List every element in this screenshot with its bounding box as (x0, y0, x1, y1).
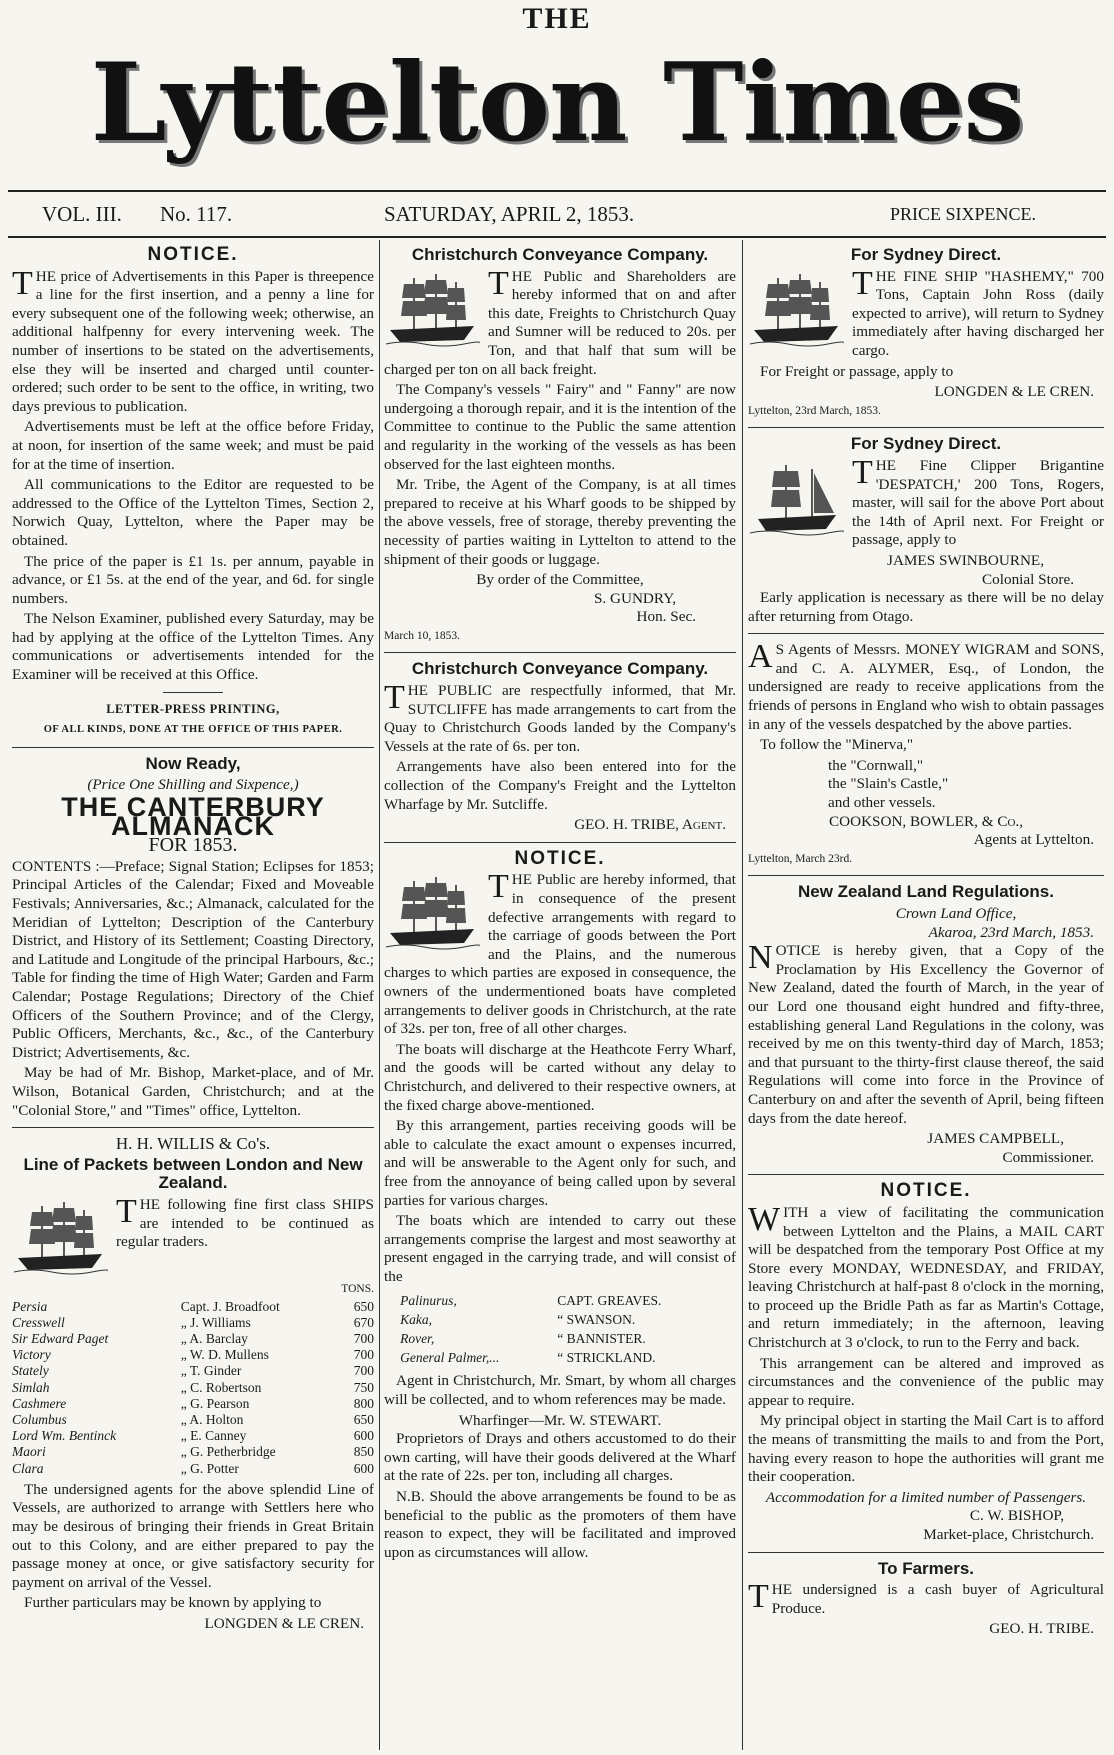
issue-number: No. 117. (160, 202, 233, 226)
ship-name: Sir Edward Paget (12, 1330, 109, 1346)
notice-heading: NOTICE. (514, 847, 606, 869)
ship-illustration (384, 873, 480, 953)
ship-name: Clara (12, 1460, 44, 1476)
boat-captain: CAPT. GREAVES. (557, 1293, 662, 1309)
ship-captain: „ W. D. Mullens (180, 1347, 269, 1363)
masthead-rule-bottom (8, 236, 1106, 238)
willis-text: Further particulars may be known by applying to (24, 1594, 322, 1612)
notice-text: All communications to the Editor are requested to be addressed to the Office of the Lyttelton Times, Section 2, Norwich Quay, Lyttelton, where the Paper may be obtained. (12, 476, 374, 549)
willis-intro: THE following fine first class SHIPS are intended to be continued as regular traders. (116, 1192, 374, 1251)
ship-name: Maori (12, 1444, 46, 1460)
ship-tons: 850 (353, 1444, 374, 1460)
boat-row (400, 1349, 720, 1366)
boats-table (398, 1290, 722, 1368)
printing-heading: LETTER-PRESS PRINTING, (106, 701, 280, 716)
mail-heading: NOTICE. (880, 1180, 972, 1202)
sailing-ship-icon (748, 270, 844, 350)
divider (384, 842, 736, 843)
ship-captain: „ G. Potter (180, 1460, 239, 1476)
land-heading: New Zealand Land Regulations. (798, 882, 1054, 902)
ship-tons: 600 (353, 1460, 374, 1476)
mail-signature: C. W. BISHOP, (969, 1507, 1064, 1525)
volume: VOL. III. (42, 202, 122, 226)
sydney-date: Lyttelton, 23rd March, 1853. (748, 404, 881, 417)
ship-tons: 650 (353, 1298, 374, 1314)
willis-text: The undersigned agents for the above splendid Line of Vessels, are authorized to arrange with Settlers here who may be desirous of bringing their friends in Great Britain out to this Colony, and are either prepared to pay the passage money at once, or give satisfactory security for payment on arrival of the Vessel. (12, 1480, 374, 1591)
sailing-ship-icon (12, 1198, 108, 1278)
ship-name: Cashmere (12, 1395, 67, 1411)
mail-signature-place: Market-place, Christchurch. (923, 1526, 1094, 1543)
land-place-date: Akaroa, 23rd March, 1853. (928, 923, 1094, 941)
willis-heading: Line of Packets between London and New Zealand. (23, 1154, 363, 1193)
notice-text: N.B. Should the above arrangements be found to be as beneficial to the public as the promoters of them have reason to expect, they will be facilitated and improved upon as circumstances will allow. (384, 1488, 736, 1561)
ship-captain: Capt. J. Broadfoot (180, 1298, 280, 1314)
price: PRICE SIXPENCE. (890, 204, 1037, 224)
issue-date: SATURDAY, APRIL 2, 1853. (384, 202, 635, 226)
masthead-title: Lyttelton Times (90, 40, 1024, 166)
notice-text: THE Public are hereby informed, that in consequence of the present defective arrangements with regard to the carriage of goods between the Port and the Plains, and the numerous charges to which parties are exposed in consequence, the owners of the undermentioned boats have completed arrangements to deliver goods in Christchurch, at the rate of 32s. per ton, free of all other charges. (384, 868, 736, 1038)
land-signature-title: Commissioner. (1002, 1148, 1094, 1166)
sydney-heading: For Sydney Direct. (850, 245, 1002, 264)
mail-accommodation: Accommodation for a limited number of Passengers. (765, 1488, 1087, 1506)
agents-date: Lyttelton, March 23rd. (748, 852, 853, 865)
mail-text: My principal object in starting the Mail Cart is to afford the means of transmitting the mails to and from the Port, having every reason to hope the authorities will grant me their cooperation. (748, 1412, 1104, 1486)
conveyance-order: By order of the Committee, (476, 571, 644, 589)
sydney-text: THE Fine Clipper Brigantine 'DESPATCH,' 200 Tons, Rogers, master, will sail for the above Port about the 14th of April next. For Freight or passage, apply to (852, 453, 1104, 549)
ship-tons: 600 (353, 1428, 374, 1444)
printing-subheading: OF ALL KINDS, DONE AT THE OFFICE OF THIS PAPER. (43, 724, 343, 736)
sailing-ship-icon (384, 270, 480, 350)
masthead-rule-top (8, 190, 1106, 192)
column-3 (748, 244, 1104, 1749)
notice-text: By this arrangement, parties receiving goods will be able to calculate the exact amount o expenses incurred, and will be answerable to the Agent only for such, and free from the annoyance of being called upon by several parties for various charges. (384, 1117, 736, 1209)
ship-captain: „ E. Canney (180, 1428, 247, 1444)
conveyance-heading: Christchurch Conveyance Company. (411, 659, 709, 679)
masthead-the: THE (522, 2, 592, 35)
almanack-where: May be had of Mr. Bishop, Market-place, and of Mr. Wilson, Botanical Garden, Christchurch; and at the "Colonial Store," and "Times" office, Lyttelton. (12, 1064, 374, 1119)
agents-ship: the "Cornwall," (828, 756, 924, 774)
ship-row (12, 1299, 374, 1315)
boat-row (400, 1311, 720, 1328)
ship-tons: 700 (353, 1363, 374, 1379)
mail-text: This arrangement can be altered and improved as circumstances and the convenience of the public may appear to require. (748, 1354, 1104, 1409)
ship-illustration (12, 1198, 108, 1278)
ship-captain: „ A. Holton (180, 1411, 244, 1427)
ship-name: Cresswell (12, 1314, 65, 1330)
sydney-text: THE FINE SHIP "HASHEMY," 700 Tons, Captain John Ross (daily expected to arrive), will return to Sydney immediately after having discharged her cargo. (852, 264, 1104, 359)
ship-captain: „ J. Williams (180, 1314, 251, 1330)
notice-text: Advertisements must be left at the office before Friday, at noon, for insertion of the same week; and must be paid for at the time of insertion. (12, 418, 374, 473)
divider (12, 747, 374, 748)
boat-name: Kaka, (400, 1312, 432, 1328)
conveyance-signature-title: Hon. Sec. (636, 608, 696, 626)
divider (163, 692, 223, 693)
conveyance-signature: GEO. H. TRIBE, Agent. (574, 816, 726, 834)
agents-signature: COOKSON, BOWLER, & Co., (829, 812, 1023, 830)
divider (748, 633, 1104, 634)
ship-row (12, 1396, 374, 1412)
farmers-heading: To Farmers. (877, 1558, 975, 1578)
ship-illustration (384, 270, 480, 350)
sailing-ship-icon (384, 873, 480, 953)
ship-row (12, 1412, 374, 1428)
ship-captain: „ G. Petherbridge (180, 1444, 276, 1460)
conveyance-text: THE Public and Shareholders are hereby informed that on and after this date, Freights to Christchurch Quay and Sumner will be reduced to 20s. per Ton, and that half that sum will be charged per ton on all back freight. (384, 264, 736, 378)
willis-signature: LONGDEN & LE CREN. (204, 1614, 364, 1632)
notice-heading: NOTICE. (147, 244, 239, 265)
conveyance-date: March 10, 1853. (384, 629, 461, 642)
sailing-ship-icon (748, 459, 844, 539)
conveyance-text: Mr. Tribe, the Agent of the Company, is at all times prepared to receive at his Wharf goods to be shipped by the above vessels, free of storage, thereby preventing the necessity of parties waiting in Lyttelton to attend to the shipment of their goods or luggage. (384, 476, 736, 568)
ship-row (12, 1363, 374, 1379)
ship-captain: „ A. Barclay (180, 1330, 248, 1346)
divider (748, 1174, 1104, 1175)
ship-name: Lord Wm. Bentinck (12, 1428, 117, 1444)
ship-captain: „ G. Pearson (180, 1395, 250, 1411)
boat-name: General Palmer,... (400, 1350, 500, 1366)
sydney-text: Early application is necessary as there will be no delay after returning from Otago. (748, 589, 1104, 625)
ship-tons: 650 (353, 1411, 374, 1427)
almanack-price: (Price One Shilling and Sixpence,) (87, 776, 299, 794)
dateline (0, 200, 1114, 234)
almanack-contents: CONTENTS :—Preface; Signal Station; Eclipses for 1853; Principal Articles of the Calendar; Fixed and Moveable Festivals; Anniversaries, &c.; Almanack, calculated for the Meridian of Lyttelton; Description of the Canterbury District, and History of its Settlement; Coasting Directory, and Latitude and Longitude of the principal Harbours, &c.; Table for finding the time of High Water; Garden and Farm Calendar; Postage Regulations; Directory of the Chief Officers of the Southern Province; and of the Clergy, Public Officers, Merchants, &c., &c., of the Canterbury District; Advertisements, &c. (12, 857, 374, 1061)
ship-tons: 700 (353, 1347, 374, 1363)
ship-name: Victory (12, 1347, 51, 1363)
farmers-text: THE undersigned is a cash buyer of Agricultural Produce. (748, 1578, 1104, 1617)
land-text: NOTICE is hereby given, that a Copy of the Proclamation by His Excellency the Governor of New Zealand, dated the fourth of March, in the year of our Lord one thousand eight hundred and fifty-three, establishing general Land Regulations in the colony, was received by me on this twenty-third day of March, 1853; and that pursuant to the thirty-first clause thereof, the said Regulations will come into force in the Province of Canterbury on and after the seventh of April, being fifteen days from the date hereof. (748, 939, 1104, 1127)
ship-row (12, 1347, 374, 1363)
boat-captain: “ BANNISTER. (557, 1331, 646, 1347)
ship-row (12, 1428, 374, 1444)
conveyance-signature: S. GUNDRY, (593, 589, 676, 607)
sydney-heading: For Sydney Direct. (850, 434, 1002, 454)
ship-name: Simlah (12, 1379, 50, 1395)
almanack-title: THE CANTERBURY ALMANACK (61, 792, 325, 841)
agents-text: To follow the "Minerva," (760, 736, 914, 754)
column-divider (742, 240, 743, 1750)
divider (384, 652, 736, 653)
farmers-signature: GEO. H. TRIBE. (989, 1620, 1094, 1638)
notice-text: The boats will discharge at the Heathcote Ferry Wharf, and the goods will be carted without any delay to Christchurch, and delivered to their respective owners, at the fixed charge above-mentioned. (384, 1040, 736, 1114)
notice-text: The price of the paper is £1 1s. per annum, payable in advance, or £1 5s. at the end of the year, and 6d. for single numbers. (12, 552, 374, 607)
wharfinger: Wharfinger—Mr. W. STEWART. (458, 1411, 662, 1429)
agents-signature-title: Agents at Lyttelton. (973, 831, 1094, 849)
notice-text: Agent in Christchurch, Mr. Smart, by whom all charges will be collected, and to whom references may be made. (384, 1372, 736, 1409)
ship-name: Columbus (12, 1411, 67, 1427)
boat-captain: “ SWANSON. (557, 1312, 636, 1328)
sydney-text: For Freight or passage, apply to (760, 362, 954, 380)
conveyance-text: THE PUBLIC are respectfully informed, that Mr. SUTCLIFFE has made arrangements to cart from the Quay to Christchurch Goods landed by the Company's Vessels at the rate of 6s. per ton. (384, 679, 736, 755)
ship-row (12, 1315, 374, 1331)
agents-text: AS Agents of Messrs. MONEY WIGRAM and SONS, and C. A. ALYMER, Esq., of London, the undersigned are ready to receive applications from the friends of persons in England who wish to obtain passages in any of the vessels despatched by the above parties. (748, 638, 1104, 733)
ship-tons: 800 (353, 1395, 374, 1411)
boat-name: Rover, (400, 1331, 435, 1347)
willis-firm: H. H. WILLIS & Co's. (115, 1134, 271, 1154)
ship-row (12, 1444, 374, 1460)
ship-row (12, 1380, 374, 1396)
land-office: Crown Land Office, (895, 905, 1017, 922)
column-divider (379, 240, 380, 1750)
divider (748, 1552, 1104, 1553)
boat-row (400, 1292, 720, 1309)
divider (748, 875, 1104, 876)
tons-label: TONS. (341, 1282, 374, 1295)
ship-name: Stately (12, 1363, 49, 1379)
notice-text: THE price of Advertisements in this Paper is threepence a line for the first insertion, and a penny a line for every subsequent one of the following week; otherwise, an additional halfpenny for every intervening week. The number of insertions to be stated on the advertisements, else they will be inserted and charged until counter-ordered; such order to be sent to the office, in writing, two days previous to publication. (12, 264, 374, 415)
column-1 (12, 244, 374, 1749)
boat-captain: “ STRICKLAND. (557, 1350, 656, 1366)
divider (12, 1127, 374, 1128)
almanack-year: FOR 1853. (148, 834, 238, 857)
sydney-signature: JAMES SWINBOURNE, (887, 551, 1044, 569)
ship-row (12, 1461, 374, 1477)
ship-captain: „ T. Ginder (180, 1363, 242, 1379)
agents-ship: and other vessels. (828, 794, 936, 812)
conveyance-text: Arrangements have also been entered into for the collection of the Company's Freight and the Lyttelton Wharfage by Mr. Sutcliffe. (384, 758, 736, 813)
conveyance-heading: Christchurch Conveyance Company. (411, 245, 709, 264)
notice-text: The boats which are intended to carry out these arrangements comprise the largest and most seaworthy at present engaged in the carrying trade, and will consist of the (384, 1212, 736, 1285)
ship-tons: 700 (353, 1330, 374, 1346)
boat-name: Palinurus, (400, 1293, 457, 1309)
notice-text: Proprietors of Drays and others accustomed to do their own carting, will have their goods delivered at the Wharf at the rate of 22s. per ton, including all charges. (384, 1430, 736, 1485)
ship-tons: 670 (353, 1314, 374, 1330)
ship-row (12, 1331, 374, 1347)
column-2 (384, 244, 736, 1749)
sydney-signature-place: Colonial Store. (982, 570, 1074, 588)
boat-row (400, 1330, 720, 1347)
ship-name: Persia (12, 1298, 48, 1314)
notice-text: The Nelson Examiner, published every Saturday, may be had by applying at the office of the Lyttelton Times. Any communications or advertisements intended for the Examiner will be received at this Office. (12, 610, 374, 684)
sydney-signature: LONGDEN & LE CREN. (934, 383, 1094, 401)
mail-text: WITH a view of facilitating the communication between Lyttelton and the Plains, a MAIL CART will be despatched from the temporary Post Office at my Store every MONDAY, WEDNESDAY, and FRIDAY, leaving Christchurch at half-past 8 o'clock in the morning, to proceed up the Bridle Path as far as Martin's Cottage, and return immediately; in the afternoon, leaving Christchurch at 3 o'clock, to run to the Ferry and back. (748, 1200, 1104, 1352)
ship-illustration (748, 459, 844, 539)
ship-captain: „ C. Robertson (180, 1379, 262, 1395)
almanack-now-ready: Now Ready, (145, 753, 241, 773)
land-signature: JAMES CAMPBELL, (927, 1130, 1064, 1148)
agents-ship: the "Slain's Castle," (828, 775, 949, 793)
ships-table (12, 1299, 374, 1477)
divider (748, 427, 1104, 428)
ship-illustration (748, 270, 844, 350)
conveyance-text: The Company's vessels " Fairy" and " Fanny" are now undergoing a thorough repair, and it is the intention of the Committee to continue to the Public the same attention and regularity in the working of the vessels as has been observed for the last eighteen months. (384, 381, 736, 473)
ship-tons: 750 (353, 1379, 374, 1395)
